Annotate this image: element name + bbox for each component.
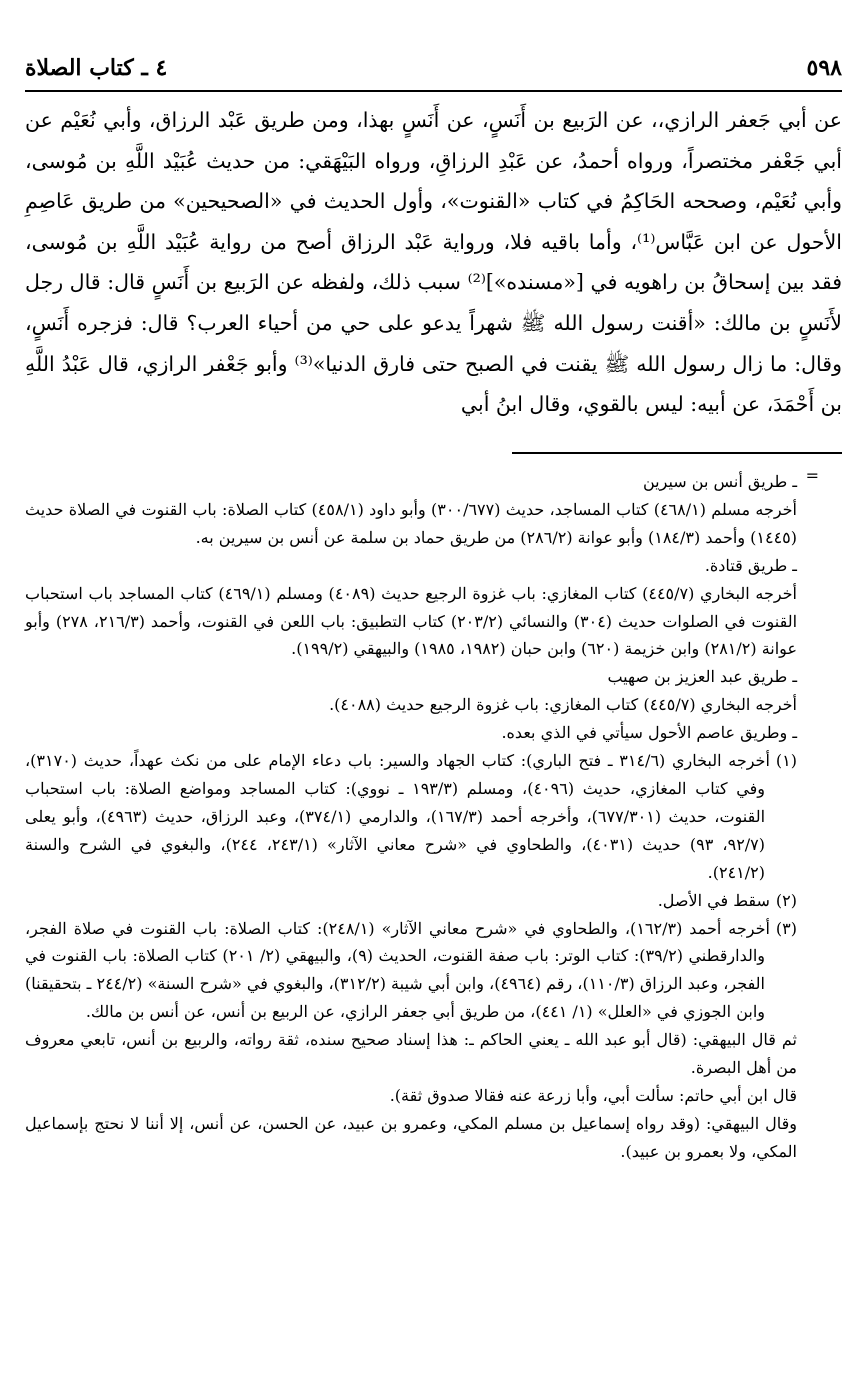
footnotes-section xyxy=(25,468,797,1166)
footnote-line: أخرجه البخاري (٤٤٥/٧) كتاب المغازي: باب غزوة الرجيع حديث (٤٠٨٩) ومسلم (٤٦٩/١) كتاب المساجد باب استحباب القنوت في الصلوات حديث (٣٠٤) والنسائي (٢٠٣/٢) كتاب التطبيق: باب اللعن في القنوت، وأحمد (٢١٦/٣، ٢٧٨) وأبو عوانة (٢٨١/٢) وابن خزيمة (٦٢٠) وابن حبان (١٩٨٢، ١٩٨٥) والبيهقي (١٩٩/٢). xyxy=(25,583,798,659)
page-number: ٥٩٨ xyxy=(806,55,842,81)
footnote-text: ثم قال البيهقي: (قال أبو عبد الله ـ يعني الحاكم ـ: هذا إسناد صحيح سنده، ثقة رواته، والربيع بن أنس، تابعي معروف من أهل البصرة. xyxy=(25,1030,797,1078)
footnote-line: ـ طريق عبد العزيز بن صهيب xyxy=(607,667,797,687)
footnote-line: ـ طريق قتادة. xyxy=(704,555,797,575)
main-paragraph: عن أبي جَعفر الرازي،، عن الرَبيع بن أَنَسٍ، عن أَنَسٍ بهذا، ومن طريق عَبْد الرزاق، وأبي نُعَيْم عن أبي جَعْفر مختصراً، ورواه أحمدُ، عن عَبْدِ الرزاقِ، ورواه البَيْهَقي: من حديث عُبَيْد اللَّهِ بن مُوسى، وأبي نُعَيْم، وصححه الحَاكِمُ في كتاب «القنوت»، وأول الحديث في «الصحيحين» من طريق عَاصِمِ الأحول عن ابن عَبَّاس⁽¹⁾، وأما باقيه فلا، ورواية عَبْد الرزاق أصح من رواية عُبَيْد اللَّهِ بن مُوسى، فقد بين إسحاقُ بن راهويه في [«مسنده»]⁽²⁾ سبب ذلك، ولفظه عن الرَبيع بن أَنَسٍ قال: قال رجل لأَنَسٍ بن مالك: «أقنت رسول الله ﷺ شهراً يدعو على حي من أحياء العرب؟ قال: فزجره أَنَسٍ، وقال: ما زال رسول الله ﷺ يقنت في الصبح حتى فارق الدنيا»⁽³⁾ وأبو جَعْفر الرازي، قال عَبْدُ اللَّهِ بن أَحْمَدَ، عن أبيه: ليس بالقوي، وقال ابنُ أبي xyxy=(25,108,842,417)
footnote-divider xyxy=(512,452,842,454)
footnote-3 xyxy=(25,915,797,1027)
page-header xyxy=(25,48,842,88)
footnote-line: ـ طريق أنس بن سيرين xyxy=(642,472,797,491)
footnote-2 xyxy=(25,887,797,915)
chapter-title: ٤ ـ كتاب الصلاة xyxy=(25,55,168,81)
footnote-number: (١) xyxy=(775,751,797,771)
footnote-line: ـ وطريق عاصم الأحول سيأتي في الذي بعده. xyxy=(501,723,797,743)
footnote-text: أخرجه البخاري (٣١٤/٦ ـ فتح الباري): كتاب الجهاد والسير: باب دعاء الإمام على من نكث عهداً، حديث (٣١٧٠)، وفي كتاب المغازي، حديث (٤٠٩٦)، ومسلم (١٩٣/٣ ـ نووي): كتاب المساجد ومواضع الصلاة: باب استحباب القنوت، حديث (٦٧٧/٣٠١)، وأخرجه أحمد (١٦٧/٣)، والدارمي (٣٧٤/١)، وعبد الرزاق، حديث (٤٩٦٣)، وأبو يعلى (٩٢/٧، ٩٣) حديث (٤٠٣١)، والطحاوي في «شرح معاني الآثار» (٢٤٣/١، ٢٤٤)، والبغوي في الشرح والسنة (٢٤١/٢). xyxy=(25,751,770,882)
main-text xyxy=(25,100,842,425)
footnote-1 xyxy=(25,747,797,887)
footnote-line: أخرجه البخاري (٤٤٥/٧) كتاب المغازي: باب غزوة الرجيع حديث (٤٠٨٨). xyxy=(329,695,797,715)
header-divider xyxy=(25,90,842,92)
footnote-text: قال ابن أبي حاتم: سألت أبي، وأبا زرعة عنه فقالا صدوق ثقة). xyxy=(389,1085,797,1105)
footnote-number: (٣) xyxy=(775,918,798,938)
continuation-mark: = xyxy=(805,466,819,485)
footnote-text: سقط في الأصل. xyxy=(657,890,770,910)
footnote-text: أخرجه أحمد (١٦٢/٣)، والطحاوي في «شرح معاني الآثار» (٢٤٨/١): كتاب الصلاة: باب القنوت في صلاة الفجر، والدارقطني (٣٩/٢): كتاب الوتر: باب صفة القنوت، الحديث (٩)، والبيهقي (٢/ ٢٠١) كتاب الصلاة: باب القنوت في الفجر، وعبد الرزاق (١١٠/٣)، رقم (٤٩٦٤)، وابن أبي شيبة (٣١٢/٢)، والبغوي في «شرح السنة» (٢٤٤/٢ ـ بتحقيقنا) وابن الجوزي في «العلل» (١/ ٤٤١)، من طريق أبي جعفر الرازي، عن الربيع بن أنس، عن أنس بن مالك. xyxy=(25,918,770,1022)
footnote-number: (٢) xyxy=(775,890,797,910)
footnote-line: أخرجه مسلم (٤٦٨/١) كتاب المساجد، حديث (٣٠٠/٦٧٧) وأبو داود (٤٥٨/١) كتاب الصلاة: باب القنوت في الصلاة حديث (١٤٤٥) وأحمد (١٨٤/٣) وأبو عوانة (٢٨٦/٢) من طريق حماد بن سلمة عن أنس بن سيرين به. xyxy=(25,499,797,547)
footnote-text: وقال البيهقي: (وقد رواه إسماعيل بن مسلم المكي، وعمرو بن عبيد، عن الحسن، عن أنس، إلا أننا لا نحتج بإسماعيل المكي، ولا بعمرو بن عبيد). xyxy=(25,1113,798,1161)
